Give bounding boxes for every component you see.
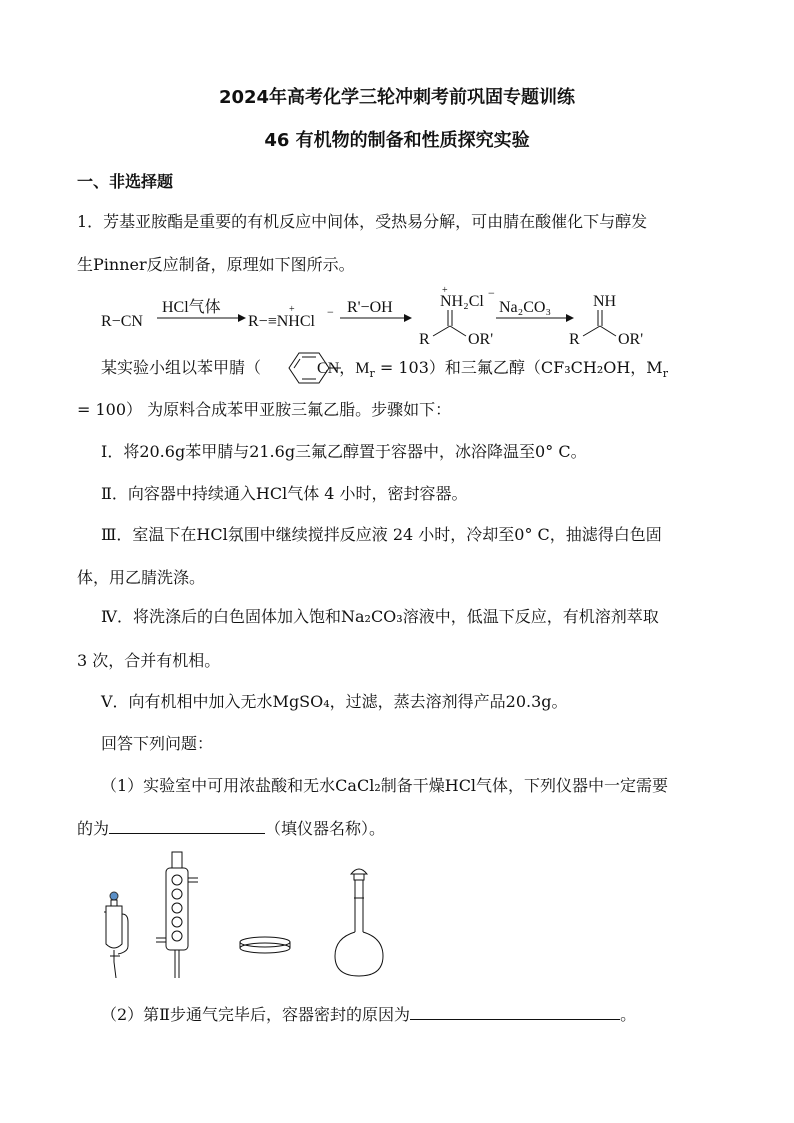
scheme-reagent-carbonate: Na₂CO₃ (499, 299, 552, 316)
step-3-line2: 体，用乙腈洗涤。 (77, 568, 206, 587)
apparatus-row (0, 850, 794, 990)
materials-line1: 某实验小组以苯甲腈（ CN，$M_r = 103$）和三氟乙醇（CF₃CH₂OH，$M_r$ (101, 358, 668, 381)
answer-prompt: 回答下列问题： (101, 734, 214, 753)
subquestion-2: （2）第Ⅱ步通气完毕后，容器密封的原因为 。 (101, 1005, 637, 1024)
subquestion-1-line1: （1）实验室中可用浓盐酸和无水CaCl₂制备干燥HCl气体，下列仪器中一定需要 (101, 776, 669, 795)
scheme-charge-plus-2: + (442, 285, 448, 296)
answer-blank-2[interactable] (410, 1003, 620, 1020)
scheme-iminium-r: R (419, 331, 430, 348)
scheme-product-r: R (569, 331, 580, 348)
scheme-r-cn: R−CN (101, 313, 143, 330)
scheme-reagent-alcohol: R'−OH (347, 299, 393, 316)
scheme-charge-minus: − (327, 305, 334, 319)
document-title: 2024年高考化学三轮冲刺考前巩固专题训练 (218, 87, 576, 108)
answer-blank-1[interactable] (109, 817, 265, 834)
volumetric-flask-icon (335, 869, 383, 976)
benzonitrile-structure (285, 348, 345, 388)
step-4-line1: Ⅳ．将洗涤后的白色固体加入饱和Na₂CO₃溶液中，低温下反应，有机溶剂萃取 (101, 607, 659, 626)
dropping-funnel-icon (104, 892, 128, 978)
step-5: Ⅴ．向有机相中加入无水MgSO₄，过滤，蒸去溶剂得产品20.3g。 (101, 692, 568, 711)
materials-line2: = 100） 为原料合成苯甲亚胺三氟乙脂。步骤如下： (77, 400, 452, 419)
scheme-charge-plus: + (289, 304, 295, 315)
question-intro-line2: 生Pinner反应制备，原理如下图所示。 (77, 255, 355, 274)
scheme-iminium-top: NH₂Cl (440, 293, 484, 310)
step-4-line2: 3 次，合并有机相。 (77, 651, 221, 670)
scheme-product-or: OR' (618, 331, 644, 348)
step-2: Ⅱ．向容器中持续通入HCl气体 4 小时，密封容器。 (101, 484, 468, 503)
subquestion-1-line2: 的为 （填仪器名称）。 (77, 819, 386, 838)
evaporating-dish-icon (240, 937, 290, 953)
scheme-iminium-or: OR' (468, 331, 494, 348)
question-intro-line1: 1．芳基亚胺酯是重要的有机反应中间体，受热易分解，可由腈在酸催化下与醇发 (77, 212, 648, 231)
pinner-reaction-scheme (0, 282, 794, 352)
document-subtitle: 46 有机物的制备和性质探究实验 (264, 130, 530, 151)
bulb-condenser-icon (156, 852, 198, 978)
scheme-charge-minus-2: − (488, 286, 495, 300)
section-heading: 一、非选择题 (77, 172, 174, 191)
scheme-product-nh: NH (593, 293, 617, 310)
scheme-nitrilium: R−≡NHCl (248, 313, 315, 330)
step-1: Ⅰ．将20.6g苯甲腈与21.6g三氟乙醇置于容器中，冰浴降温至0° C。 (101, 442, 587, 461)
step-3-line1: Ⅲ．室温下在HCl氛围中继续搅拌反应液 24 小时，冷却至0° C，抽滤得白色固 (101, 525, 662, 544)
scheme-reagent-hcl: HCl气体 (162, 299, 221, 316)
